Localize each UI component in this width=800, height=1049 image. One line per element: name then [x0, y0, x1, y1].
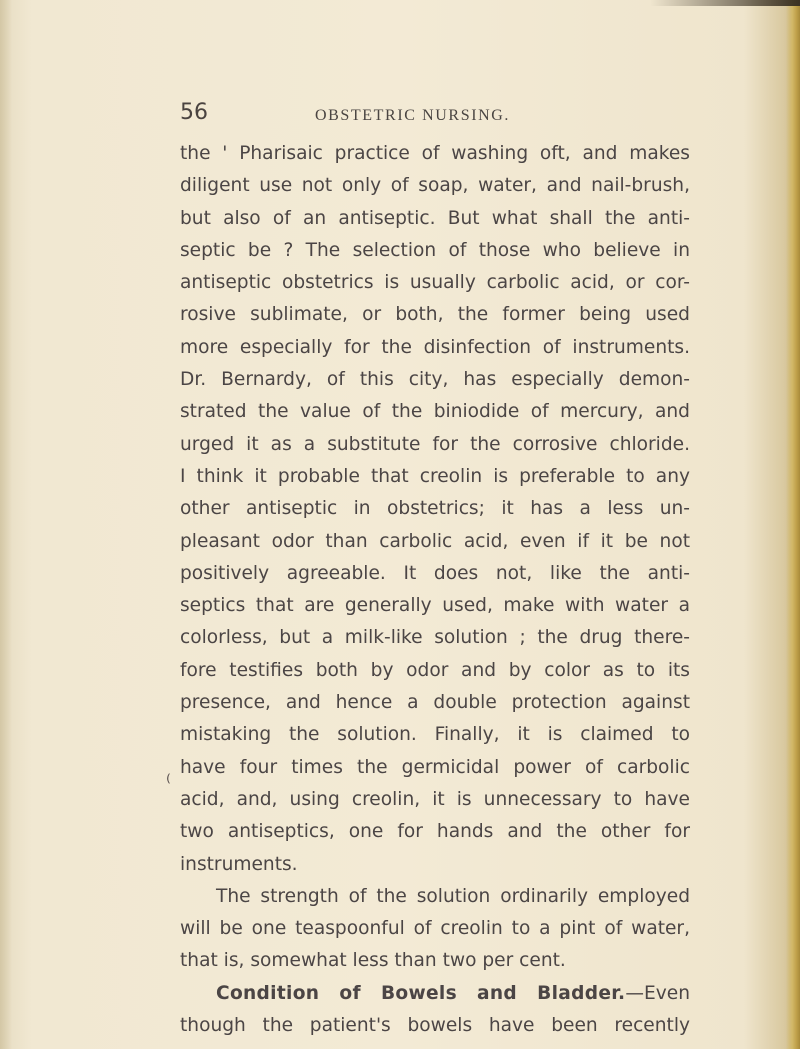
page-number: 56 [180, 100, 208, 125]
text-line: septic be ? The selection of those who believe in [180, 239, 690, 261]
running-head: OBSTETRIC NURSING. [315, 107, 511, 124]
text-line: that is, somewhat less than two per cent. [180, 950, 566, 972]
text-line: instruments. [180, 853, 298, 875]
text-line: Dr. Bernardy, of this city, has especially demon- [180, 369, 690, 391]
text-line: fore testifies both by odor and by color as to its [180, 659, 690, 681]
page-left-edge [0, 0, 12, 1049]
text-line: diligent use not only of soap, water, and nail-brush, [180, 175, 690, 197]
section-heading: Condition of Bowels and Bladder. [216, 982, 626, 1004]
text-line: colorless, but a milk-like solution ; the drug there- [180, 627, 690, 649]
text-line: the ' Pharisaic practice of washing oft, and makes [180, 143, 690, 164]
section-text-start: —Even [625, 982, 690, 1004]
text-line: other antiseptic in obstetrics; it has a less un- [180, 498, 690, 520]
body-text [180, 138, 690, 1042]
text-line: antiseptic obstetrics is usually carbolic acid, or cor- [180, 272, 690, 294]
text-line: though the patient's bowels have been recently [180, 1015, 690, 1037]
text-line: positively agreeable. It does not, like the anti- [180, 562, 690, 584]
margin-bracket-mark: ⁽ [166, 770, 171, 794]
text-line: pleasant odor than carbolic acid, even if it be not [180, 530, 690, 552]
text-line: I think it probable that creolin is preferable to any [180, 465, 690, 487]
text-line: have four times the germicidal power of carbolic [180, 756, 690, 778]
text-line: strated the value of the biniodide of mercury, and [180, 401, 690, 423]
page-header [180, 100, 740, 140]
text-line: The strength of the solution ordinarily employed [216, 885, 690, 907]
text-line: two antiseptics, one for hands and the other for [180, 821, 690, 843]
text-line: septics that are generally used, make with water a [180, 595, 690, 617]
text-line: will be one teaspoonful of creolin to a pint of water, [180, 918, 690, 940]
text-line: acid, and, using creolin, it is unnecessary to have [180, 788, 690, 810]
text-line: presence, and hence a double protection against [180, 692, 690, 714]
page-right-edge [786, 0, 800, 1049]
text-line: mistaking the solution. Finally, it is claimed to [180, 724, 690, 746]
section-first-line [180, 978, 690, 1010]
text-line: but also of an antiseptic. But what shall the anti- [180, 207, 690, 229]
page-top-shadow [650, 0, 800, 6]
text-line: rosive sublimate, or both, the former being used [180, 304, 690, 326]
text-line: urged it as a substitute for the corrosive chloride. [180, 433, 690, 455]
text-line: more especially for the disinfection of instruments. [180, 336, 690, 358]
